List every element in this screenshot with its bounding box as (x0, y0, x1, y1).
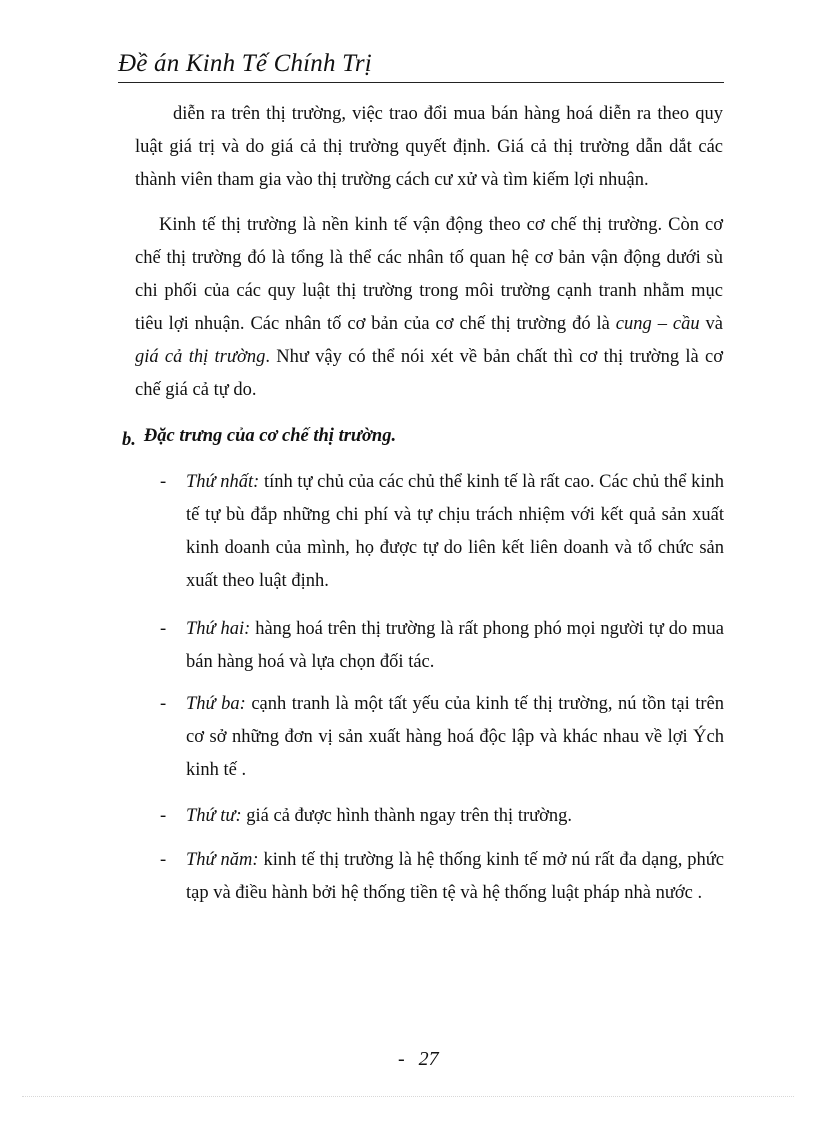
bullet-text (186, 844, 724, 910)
page-header (118, 48, 724, 83)
bullet-lead: Thứ năm: (186, 850, 259, 870)
page-bottom-divider (22, 1096, 794, 1097)
bullet-lead: Thứ nhất: (186, 472, 260, 492)
bullet-text (186, 800, 724, 833)
bullet-dash: - (160, 850, 167, 870)
bullet-body: giá cả được hình thành ngay trên thị trường. (241, 806, 573, 826)
term-supply-demand: cung – cầu (615, 314, 700, 334)
page-number-dash: - (398, 1048, 405, 1070)
page-number (398, 1048, 439, 1071)
bullet-lead: Thứ ba: (186, 694, 246, 714)
header-title: Đề án Kinh Tế Chính Trị (118, 50, 372, 77)
bullet-text (186, 688, 724, 787)
bullet-body: hàng hoá trên thị trường là rất phong phó mọi người tự do mua bán hàng hoá và lựa chọn đối tác. (186, 619, 724, 672)
bullet-body: cạnh tranh là một tất yếu của kinh tế thị trường, nú tồn tại trên cơ sở những đơn vị sản xuất hàng hoá độc lập và khác nhau về lợi Ých kinh tế . (186, 694, 724, 780)
paragraph-2 (135, 209, 723, 407)
bullet-item-2 (160, 613, 724, 679)
term-market-price: giá cả thị trường (135, 347, 266, 367)
bullet-dash: - (160, 472, 167, 492)
bullet-dash: - (160, 619, 167, 639)
bullet-item-5 (160, 844, 724, 910)
bullet-lead: Thứ tư: (186, 806, 242, 826)
paragraph-1-text: diễn ra trên thị trường, việc trao đổi mua bán hàng hoá diễn ra theo quy luật giá trị và do giá cả thị trường quyết định. Giá cả thị trường dẫn dắt các thành viên tham gia vào thị trường cách cư xử và tìm kiếm lợi nhuận. (135, 104, 723, 190)
bullet-body: tính tự chủ của các chủ thể kinh tế là rất cao. Các chủ thể kinh tế tự bù đắp những chi phí và tự chịu trách nhiệm với kết quả sản xuất kinh doanh của mình, họ được tự do liên kết liên doanh và tổ chức sản xuất theo luật định. (186, 472, 724, 591)
bullet-lead: Thứ hai: (186, 619, 251, 639)
bullet-item-3 (160, 688, 724, 787)
section-title: Đặc trưng của cơ chế thị trường. (143, 426, 397, 446)
section-letter: b. (122, 430, 136, 450)
bullet-text (186, 613, 724, 679)
paragraph-2-text-a: Kinh tế thị trường là nền kinh tế vận động theo cơ chế thị trường. Còn cơ chế thị trường đó là tổng là thể các nhân tố quan hệ cơ bản vận động dưới sù chi phối của các quy luật thị trường trong môi trường cạnh tranh nhằm mục tiêu lợi nhuận. Các nhân tố cơ bản của cơ chế thị trường đó là (135, 215, 723, 334)
paragraph-1 (135, 98, 723, 197)
paragraph-2-text-c: . Như vậy có thể nói xét về bản chất thì cơ thị trường là cơ chế giá cả tự do. (135, 347, 723, 400)
paragraph-2-text-b: và (699, 314, 723, 334)
bullet-item-1 (160, 466, 724, 598)
bullet-dash: - (160, 806, 167, 826)
bullet-item-4 (160, 800, 724, 833)
section-heading (122, 426, 397, 450)
bullet-text (186, 466, 724, 598)
page-number-value: 27 (418, 1048, 439, 1070)
bullet-dash: - (160, 694, 167, 714)
bullet-body: kinh tế thị trường là hệ thống kinh tế mở nú rất đa dạng, phức tạp và điều hành bởi hệ thống tiền tệ và hệ thống luật pháp nhà nước . (186, 850, 724, 903)
